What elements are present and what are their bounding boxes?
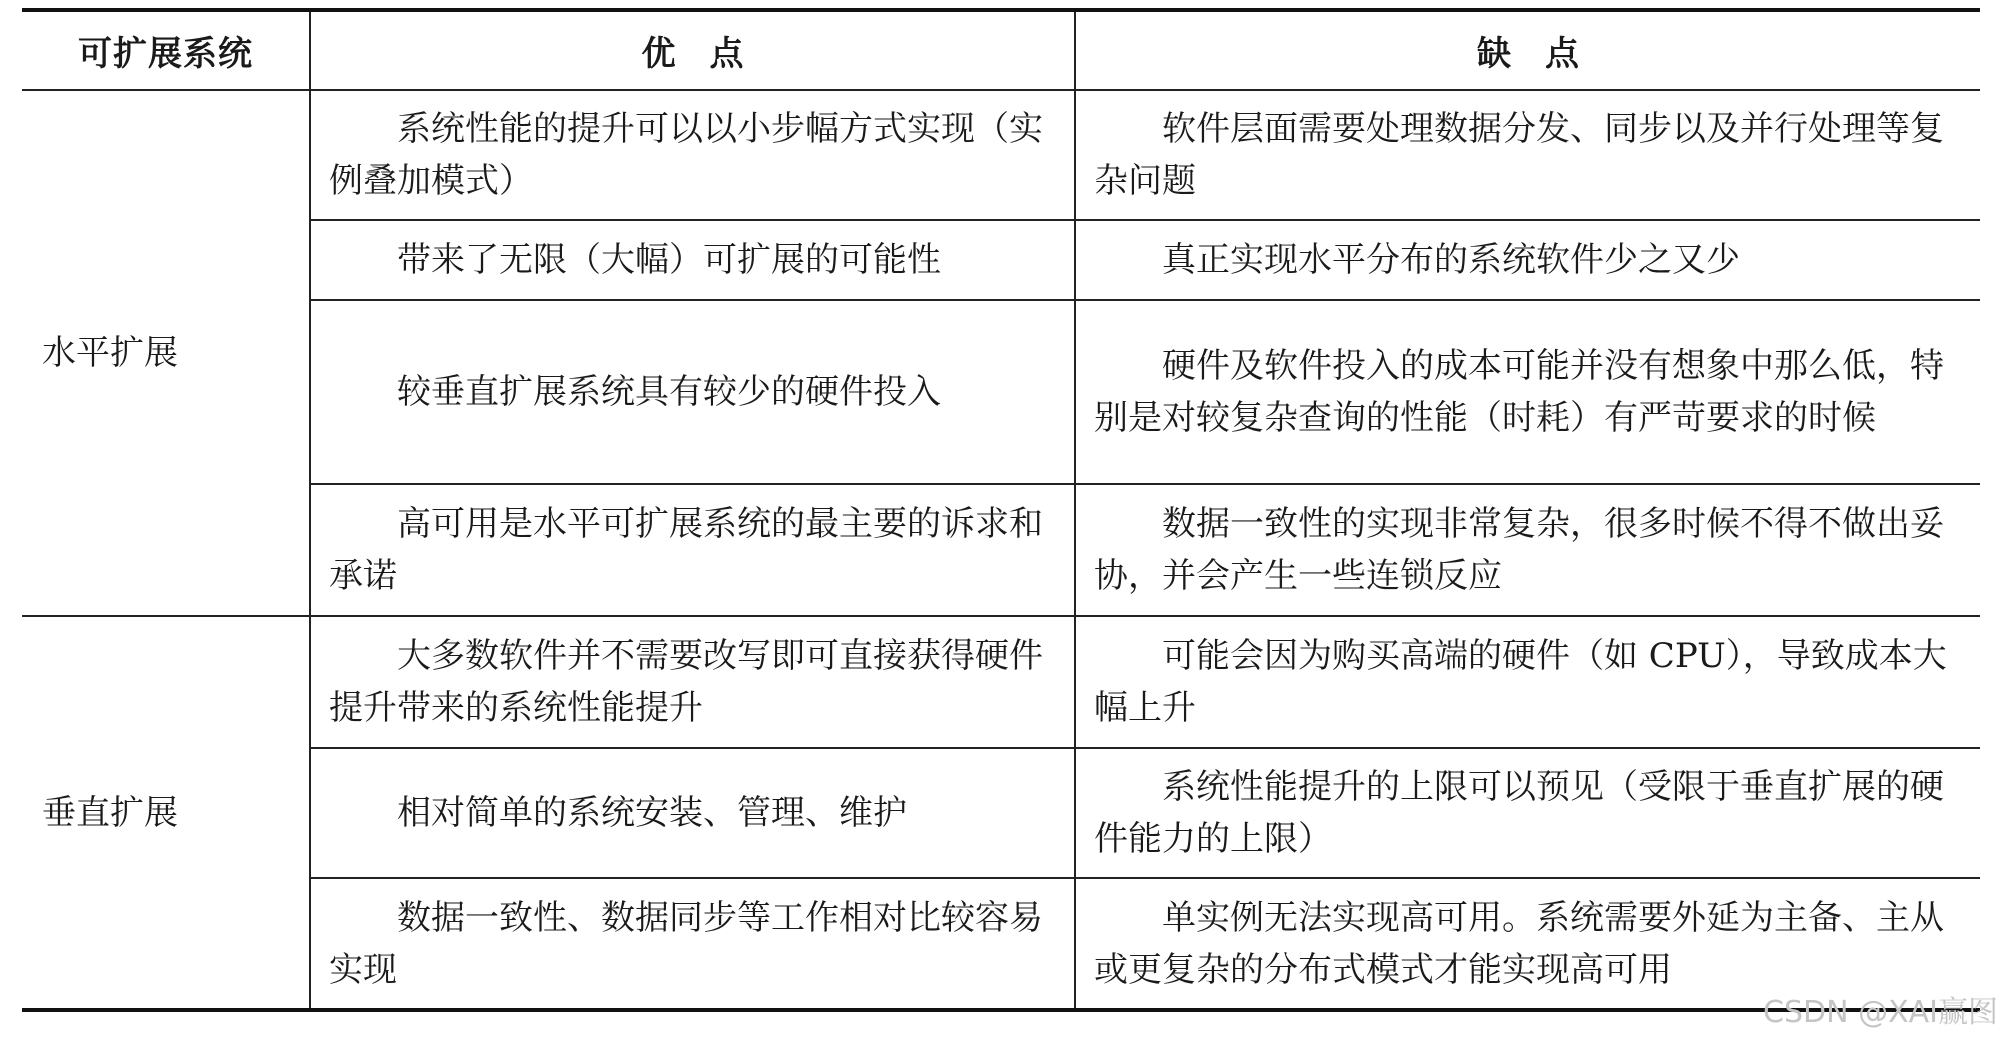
comparison-table-container — [22, 8, 1980, 1012]
header-system-type: 可扩展系统 — [22, 10, 310, 90]
category-horizontal: 水平扩展 — [22, 90, 310, 616]
table-row — [22, 878, 1980, 1010]
con-cell: 硬件及软件投入的成本可能并没有想象中那么低，特别是对较复杂查询的性能（时耗）有严苛要求的时候 — [1075, 300, 1980, 484]
con-cell: 可能会因为购买高端的硬件（如 CPU），导致成本大幅上升 — [1075, 616, 1980, 748]
table-row — [22, 484, 1980, 616]
pro-cell: 带来了无限（大幅）可扩展的可能性 — [310, 220, 1075, 300]
table-row — [22, 220, 1980, 300]
pro-cell: 数据一致性、数据同步等工作相对比较容易实现 — [310, 878, 1075, 1010]
scalability-comparison-table — [22, 8, 1980, 1012]
header-pros: 优点 — [310, 10, 1075, 90]
pro-cell: 系统性能的提升可以以小步幅方式实现（实例叠加模式） — [310, 90, 1075, 220]
header-row — [22, 10, 1980, 90]
pro-cell: 高可用是水平可扩展系统的最主要的诉求和承诺 — [310, 484, 1075, 616]
table-row — [22, 300, 1980, 484]
pro-cell: 相对简单的系统安装、管理、维护 — [310, 748, 1075, 878]
watermark: CSDN @XAI赢图 — [1763, 995, 1998, 1030]
pro-cell: 较垂直扩展系统具有较少的硬件投入 — [310, 300, 1075, 484]
header-cons: 缺点 — [1075, 10, 1980, 90]
con-cell: 软件层面需要处理数据分发、同步以及并行处理等复杂问题 — [1075, 90, 1980, 220]
category-vertical: 垂直扩展 — [22, 616, 310, 1010]
table-row — [22, 90, 1980, 220]
table-row — [22, 748, 1980, 878]
con-cell: 系统性能提升的上限可以预见（受限于垂直扩展的硬件能力的上限） — [1075, 748, 1980, 878]
pro-cell: 大多数软件并不需要改写即可直接获得硬件提升带来的系统性能提升 — [310, 616, 1075, 748]
con-cell: 数据一致性的实现非常复杂，很多时候不得不做出妥协，并会产生一些连锁反应 — [1075, 484, 1980, 616]
table-row — [22, 616, 1980, 748]
con-cell: 真正实现水平分布的系统软件少之又少 — [1075, 220, 1980, 300]
con-cell: 单实例无法实现高可用。系统需要外延为主备、主从或更复杂的分布式模式才能实现高可用 — [1075, 878, 1980, 1010]
